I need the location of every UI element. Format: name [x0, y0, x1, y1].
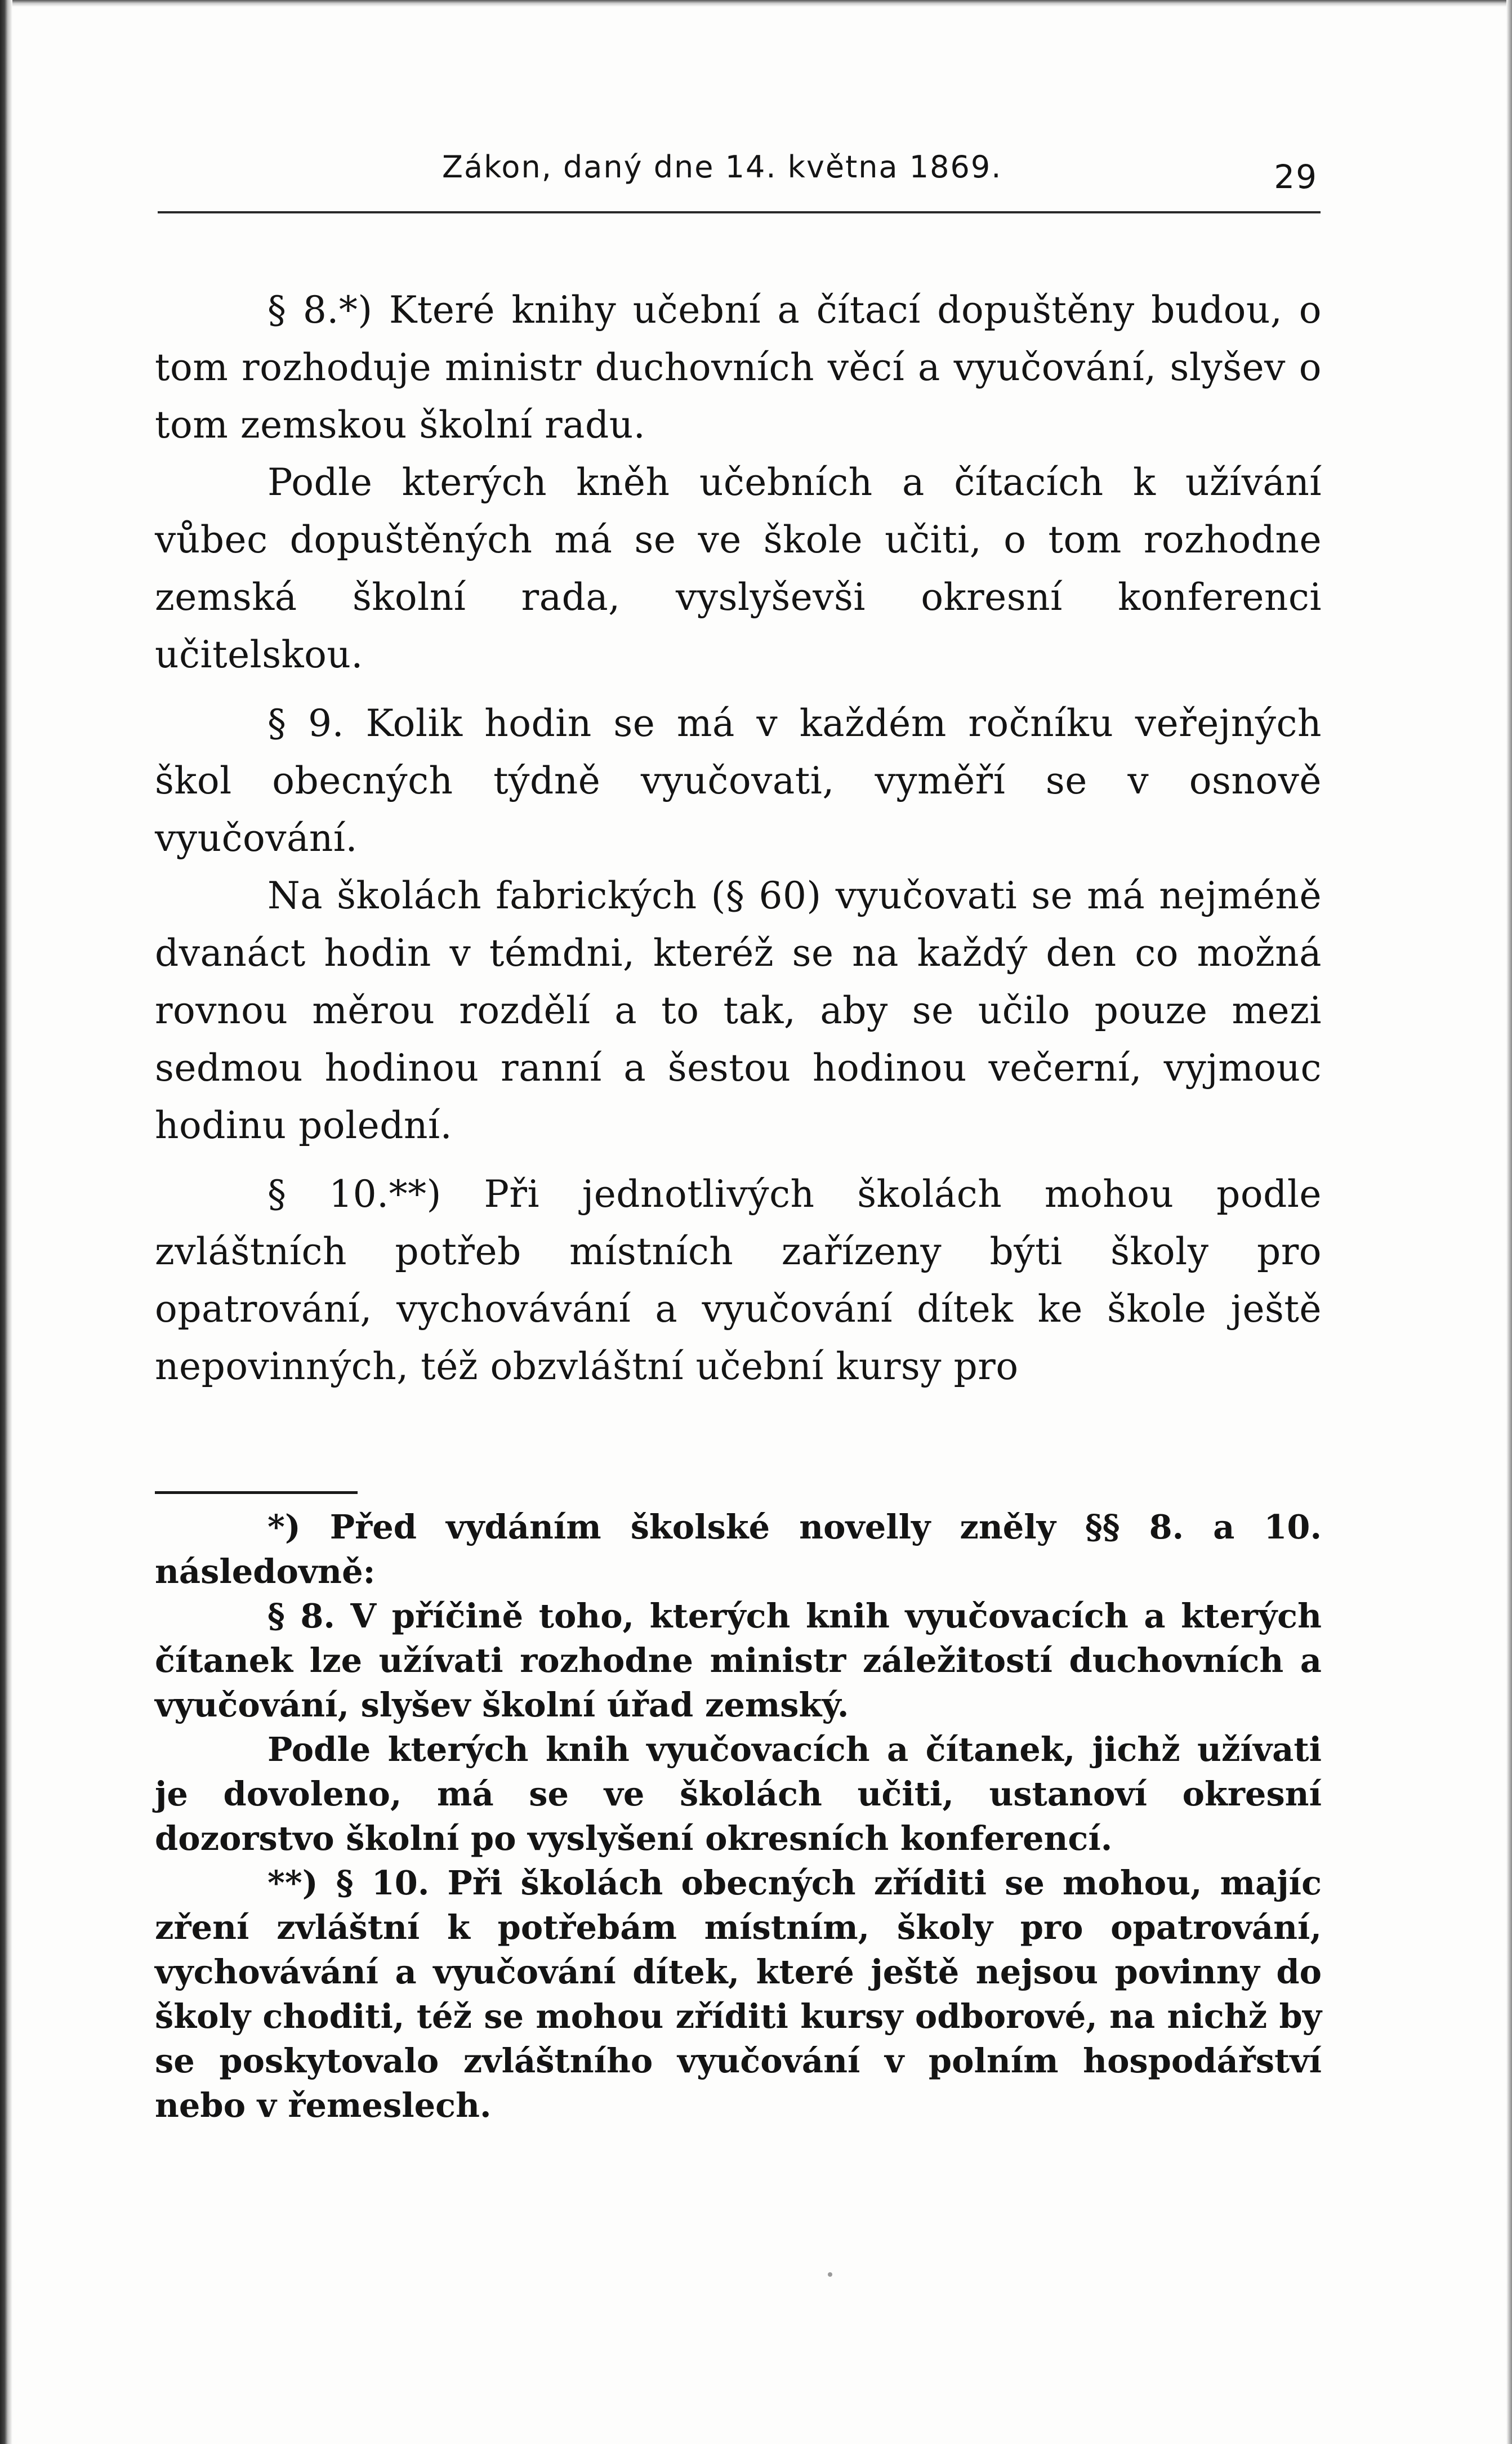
page-number: 29 [1274, 158, 1318, 196]
footnote-section-8-old-continued: Podle kterých knih vyučovacích a čítanek, jichž užívati je dovoleno, má se ve školách učiti, ustanoví okresní dozorstvo školní po vyslyšení okresních konferencí. [155, 1730, 1322, 1858]
scan-edge-right [1506, 0, 1512, 2444]
running-header [158, 144, 1318, 200]
paragraph-section-9: § 9. Kolik hodin se má v každém ročníku veřejných škol obecných týdně vyučovati, vyměří se v osnově vyučování. [155, 702, 1322, 860]
header-rule [158, 211, 1321, 213]
paragraph-section-8-continued: Podle kterých kněh učebních a čítacích k užívání vůbec dopuštěných má se ve škole učiti, o tom rozhodne zemská školní rada, vyslyševši okresní konferenci učitelskou. [155, 461, 1322, 676]
scan-speck [828, 2272, 832, 2277]
scan-edge-left [0, 0, 12, 2444]
footnote-section-8-old: § 8. V příčině toho, kterých knih vyučovacích a kterých čítanek lze užívati rozhodne ministr záležitostí duchovních a vyučování, slyšev školní úřad zemský. [155, 1596, 1322, 1724]
footnote-section-10-old: **) § 10. Při školách obecných zříditi se mohou, majíc zření zvláštní k potřebám místním, školy pro opatrování, vychovávání a vyučování dítek, které ještě nejsou povinny do školy choditi, též se mohou zříditi kursy odborové, na nichž by se poskytovalo zvláštního vyučování v polním hospodářství nebo v řemeslech. [155, 1863, 1322, 2125]
paragraph-section-10: § 10.**) Při jednotlivých školách mohou podle zvláštních potřeb místních zařízeny býti školy pro opatrování, vychovávání a vyučování dítek ke škole ještě nepovinných, též obzvláštní učební kursy pro [155, 1172, 1322, 1388]
paragraph-section-8: § 8.*) Které knihy učební a čítací dopuštěny budou, o tom rozhoduje ministr duchovních věcí a vyučování, slyšev o tom zemskou školní radu. [155, 288, 1322, 447]
footnotes [155, 1505, 1322, 2128]
paragraph-factory-schools: Na školách fabrických (§ 60) vyučovati se má nejméně dvanáct hodin v témdni, kteréž se na každý den co možná rovnou měrou rozdělí a to tak, aby se učilo pouze mezi sedmou hodinou ranní a šestou hodinou večerní, vyjmouc hodinu polední. [155, 874, 1322, 1147]
footnote-separator [155, 1491, 358, 1494]
running-header-title: Zákon, daný dne 14. května 1869. [442, 149, 1002, 185]
footnote-intro: *) Před vydáním školské novelly zněly §§ 8. a 10. následovně: [155, 1508, 1322, 1591]
scan-edge-top [0, 0, 1512, 7]
main-text [155, 282, 1322, 1395]
